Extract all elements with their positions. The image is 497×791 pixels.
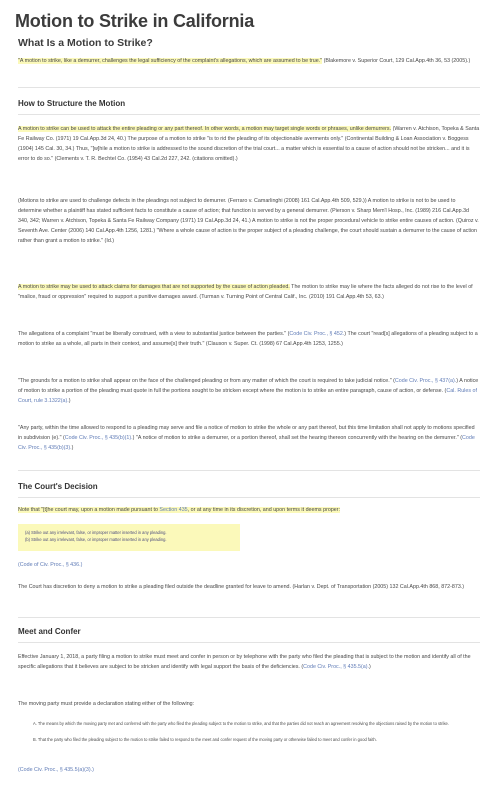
citation-ccp-436 xyxy=(18,561,480,571)
intro-quote-highlight: "A motion to strike, like a demurrer, challenges the legal sufficiency of the complaint's allegations, which are assumed to be true." xyxy=(18,58,323,64)
highlight-damages: A motion to strike may be used to attack claims for damages that are not supported by the cause of action pleaded. xyxy=(18,284,290,290)
divider xyxy=(18,114,480,115)
paragraph-court-may xyxy=(18,506,480,516)
paragraph-damages: A motion to strike may be used to attack claims for damages that are not supported by the cause of action pleaded. The motion to strike may lie where the facts alleged do not rise to the level of "malice, fraud or oppression" required to support a punitive damages award. (Turman v. Turning Point of Central Calif., Inc. (2010) 191 Cal.App.4th 53, 63.) xyxy=(18,284,473,300)
statute-item-a: (a) Strike out any irrelevant, false, or improper matter inserted in any pleading. xyxy=(25,530,167,535)
link-section-435[interactable]: Section 435 xyxy=(159,507,188,513)
link-ccp-435-5a3[interactable]: (Code Civ. Proc., § 435.5(a)(3).) xyxy=(18,767,94,773)
paragraph-declaration: The moving party must provide a declaration stating either of the following: xyxy=(18,701,195,707)
link-ccp-435b1[interactable]: Code Civ. Proc., § 435(b)(1). xyxy=(64,434,133,441)
link-ccp-435-5a[interactable]: Code Civ. Proc., § 435.5(a). xyxy=(303,663,370,670)
statute-item-b: (b) Strike out any irrelevant, false, or improper matter inserted in any pleading. xyxy=(25,537,167,542)
link-ccp-435b3[interactable]: Code Civ. Proc., § 435(b)(3). xyxy=(18,434,475,451)
citation-ccp-435-5a3 xyxy=(18,766,480,776)
link-ccp-437a[interactable]: Code Civ. Proc., § 437(a). xyxy=(394,378,457,384)
divider xyxy=(18,642,480,643)
section-heading-what-is: What Is a Motion to Strike? xyxy=(18,37,153,49)
divider xyxy=(18,87,480,88)
section-heading-meet-confer: Meet and Confer xyxy=(18,627,81,636)
paragraph-discretion: The Court has discretion to deny a motion to strike a pleading filed outside the deadline granted for leave to amend. (Harlan v. Dept. of Transportation (2005) 132 Cal.App.4th 868, 872-873.) xyxy=(18,584,465,590)
section-heading-structure: How to Structure the Motion xyxy=(18,99,126,108)
paragraph-grounds: "The grounds for a motion to strike shall appear on the face of the challenged pleading or from any matter of which the court is required to take judicial notice." (Code Civ. Proc., § 437(a).) A notice of motion to strike a portion of the pleading must quote in full the portions sought to be stricken except where the motion is to strike an entire paragraph, cause of action, or defense. (Cal. Rules of Court, rule 3.1322(a).) xyxy=(18,378,479,404)
section-heading-decision: The Court's Decision xyxy=(18,482,98,491)
paragraph-liberal-construction: The allegations of a complaint "must be liberally construed, with a view to substantial justice between the parties." (Code Civ. Proc., § 452.) The court "read[s] allegations of a pleading subject to a motion to strike as a whole, all parts in their context, and assume[s] their truth." (Clauson v. Super. Ct. (1998) 67 Cal.App.4th 1253, 1255.) xyxy=(18,331,478,347)
divider xyxy=(18,497,480,498)
link-ccp-436[interactable]: (Code of Civ. Proc., § 436.) xyxy=(18,562,83,568)
quoted-statute-box xyxy=(18,524,240,551)
highlight-entire-pleading: A motion to strike can be used to attack the entire pleading or any part thereof. In other words, a motion may target single words or phrases, unlike demurrers. xyxy=(18,126,392,132)
page-title: Motion to Strike in California xyxy=(15,11,255,31)
intro-citation: (Blakemore v. Superior Court, 129 Cal.App.4th 36, 53 (2005).) xyxy=(322,58,471,64)
paragraph-structure-1: A motion to strike can be used to attack the entire pleading or any part thereof. In other words, a motion may target single words or phrases, unlike demurrers. (Warren v. Atchison, Topeka & Santa Fe Railway Co. (1971) 19 Cal.App.3d 24, 40.) The purpose of a motion to strike "is to rid the pleading of its objectionable averments only." (Continental Building & Loan Association v. Boggess (1904) 145 Cal. 30, 34.) Thus, "[w]hile a motion to strike is addressed to the sound discretion of the trial court... a matter which is essential to a cause of action should not be stricken... and it is error to do so." (Clements v. T. R. Bechtel Co. (1954) 43 Cal.2d 227, 242. (citations omitted).) xyxy=(18,126,480,162)
link-ccp-452[interactable]: Code Civ. Proc., § 452. xyxy=(289,331,345,337)
divider xyxy=(18,617,480,618)
paragraph-meet-confer: Effective January 1, 2018, a party filing a motion to strike must meet and confer in person or by telephone with the party who filed the pleading that is subject to the motion and identify all of the specific allegations that it believes are subject to be stricken and identify with legal support the basis of the deficiencies. (Code Civ. Proc., § 435.5(a).) xyxy=(18,654,471,670)
highlight-court-may: Note that "[t]he court may, upon a motion made pursuant to Section 435, or at any time in its discretion, and upon terms it deems proper: xyxy=(18,507,341,513)
intro-paragraph xyxy=(18,57,480,67)
divider xyxy=(18,470,480,471)
paragraph-timing: "Any party, within the time allowed to respond to a pleading may serve and file a notice of motion to strike the whole or any part thereof, but this time limitation shall not apply to motions specified in subdivision (e)." (Code Civ. Proc., § 435(b)(1).) "A notice of motion to strike a demurrer, or a portion thereof, shall set the hearing thereon concurrently with the hearing on the demurrer." (Code Civ. Proc., § 435(b)(3).) xyxy=(18,425,475,451)
list-item-b: B. That the party who filed the pleading subject to the motion to strike failed to respond to the meet and confer request of the moving party or otherwise failed to meet and confer in good faith. xyxy=(33,737,377,742)
paragraph-structure-2: (Motions to strike are used to challenge defects in the pleadings not subject to demurrer. (Ferraro v. Camarlinghi (2008) 161 Cal.App.4th 509, 529.)) A motion to strike is not to be used to determine whether a plaintiff has stated sufficient facts to constitute a cause of action; that function is served by a general demurrer. (Pierson v. Sharp Mem'l Hosp., Inc. (1989) 216 Cal.App.3d 340, 342; Warren v. Atchison, Topeka & Santa Fe Railway Company (1971) 19 Cal.App.3d 24, 41.) A motion to strike is not the proper procedural vehicle to strike entire causes of action. (Quiroz v. Seventh Ave. Center (2006) 140 Cal.App.4th 1256, 1281.) "Where a whole cause of action is the proper subject of a pleading challenge, the court should sustain a demurrer to the cause of action rather than grant a motion to strike." (Id.) xyxy=(18,198,479,244)
link-crc-3-1322[interactable]: Cal. Rules of Court, rule 3.1322(a). xyxy=(18,387,477,404)
list-item-a: A. The means by which the moving party met and conferred with the party who filed the pleading subject to the motion to strike, and that the parties did not reach an agreement resolving the objections raised by the motion to strike. xyxy=(33,721,449,726)
